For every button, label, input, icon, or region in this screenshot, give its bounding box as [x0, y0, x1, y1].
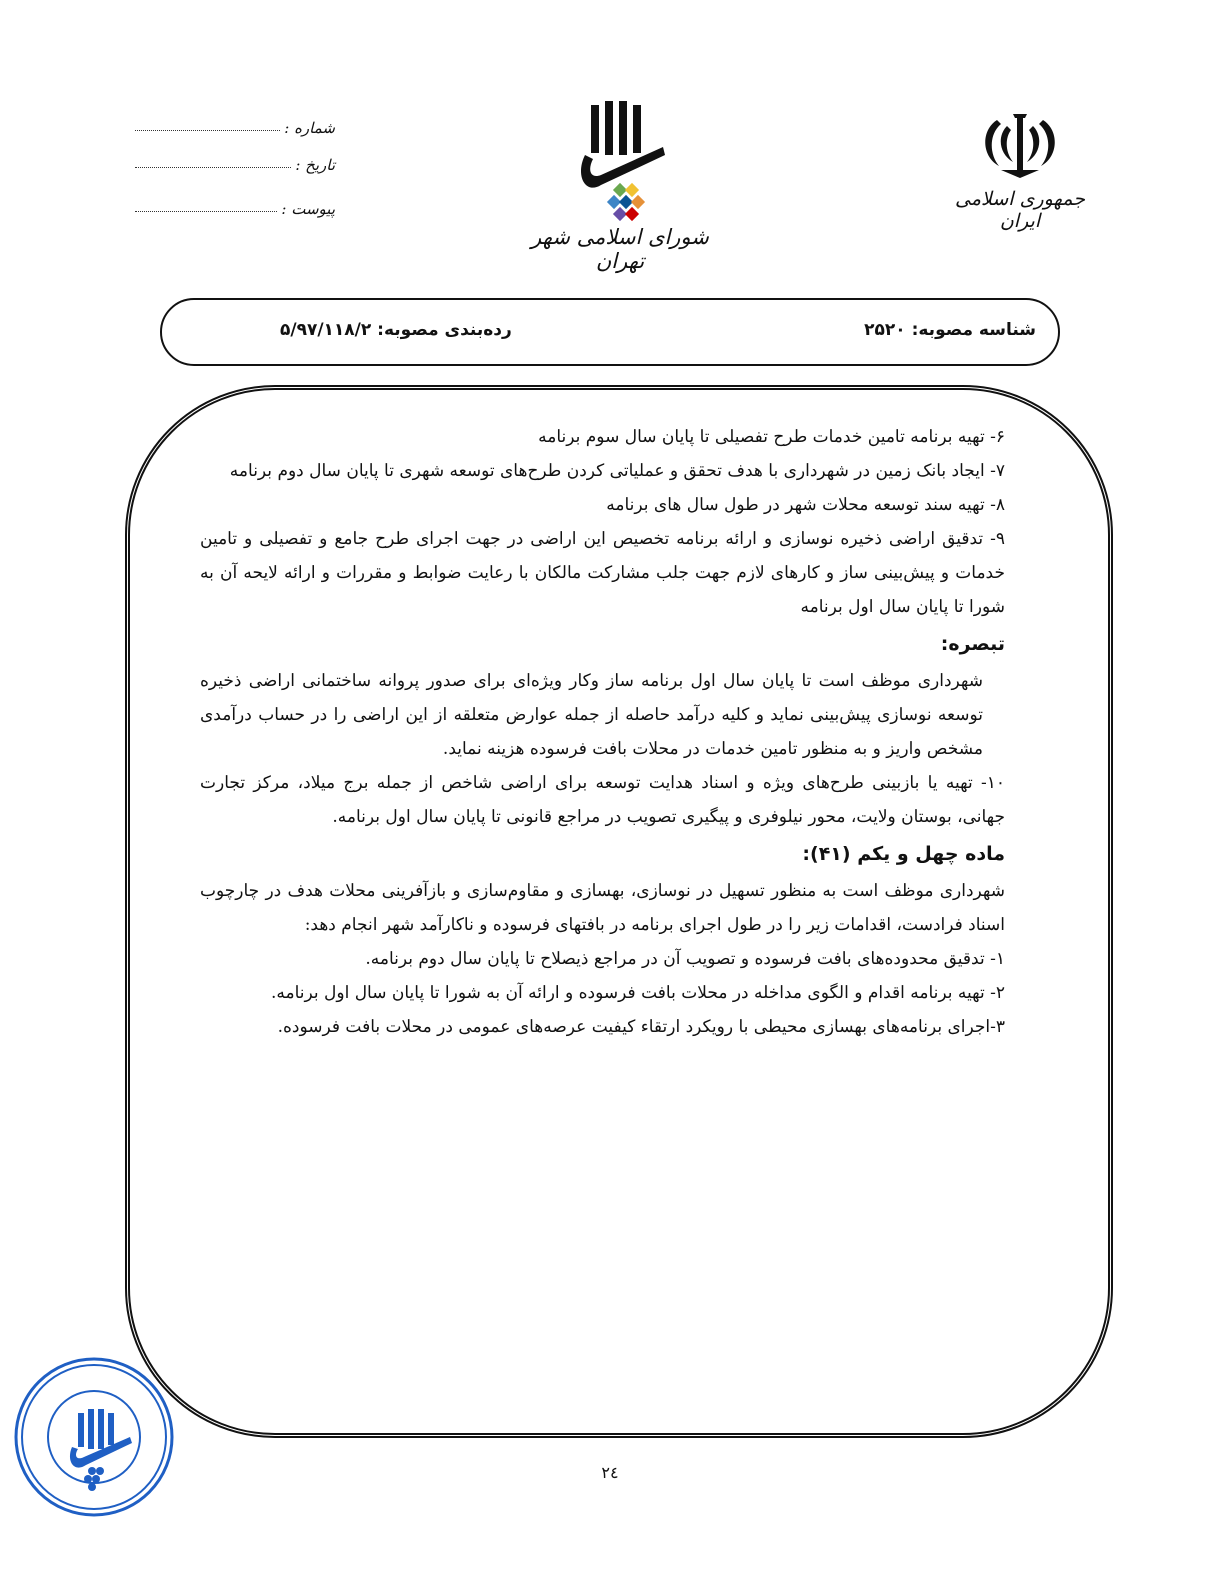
date-field[interactable]	[135, 152, 335, 174]
list-item: ۶- تهیه برنامه تامین خدمات طرح تفصیلی تا پایان سال سوم برنامه	[538, 427, 1005, 447]
list-item: ۱- تدقیق محدوده‌های بافت فرسوده و تصویب آن در مراجع ذیصلاح تا پایان سال دوم برنامه.	[365, 949, 1005, 969]
approval-id: شناسه مصوبه: ۲۵۲۰	[864, 320, 1036, 340]
page-number: ۲٤	[601, 1463, 619, 1482]
emblem-caption: جمهوری اسلامی ایران	[955, 188, 1085, 232]
approval-classification: رده‌بندی مصوبه: ۵/۹۷/۱۱۸/۲	[280, 320, 512, 340]
list-item: ۱۰- تهیه یا بازبینی طرح‌های ویژه و اسناد هدایت توسعه برای اراضی شاخص از جمله برج میلاد، مرکز تجارت جهانی، بوستان ولایت، محور نیلوفری و پیگیری تصویب در مراجع قانونی تا پایان سال اول برنامه.	[200, 773, 1005, 827]
list-item: ۸- تهیه سند توسعه محلات شهر در طول سال های برنامه	[606, 495, 1005, 515]
document-body	[200, 420, 1005, 1044]
note-text: شهرداری موظف است تا پایان سال اول برنامه ساز وکار ویژه‌ای برای صدور پروانه ساختمانی اراضی ذخیره توسعه نوسازی پیش‌بینی نماید و کلیه درآمد حاصله از جمله عوارض متعلقه از این اراضی را در حساب درآمدی مشخص واریز و به منظور تامین خدمات در محلات بافت فرسوده هزینه نماید.	[200, 671, 983, 759]
attachment-label: پیوست :	[281, 200, 335, 218]
attachment-dots	[135, 210, 277, 212]
number-dots	[135, 129, 280, 131]
number-label: شماره :	[284, 119, 335, 137]
council-caption: شورای اسلامی شهر تهران	[531, 225, 709, 273]
number-field[interactable]	[135, 115, 335, 137]
council-stamp	[12, 1355, 177, 1520]
list-item: ۳-اجرای برنامه‌های بهسازی محیطی با رویکرد ارتقاء کیفیت عرصه‌های عمومی در محلات بافت فرسوده.	[277, 1017, 1005, 1037]
date-label: تاریخ :	[295, 156, 335, 174]
approval-header-box	[160, 298, 1060, 366]
date-dots	[135, 166, 291, 168]
iran-emblem-logo	[975, 108, 1065, 188]
article-intro: شهرداری موظف است به منظور تسهیل در نوسازی، بهسازی و مقاوم‌سازی و بازآفرینی محلات هدف در چارچوب اسناد فرادست، اقدامات زیر را در طول اجرای برنامه در بافتهای فرسوده و ناکارآمد شهر انجام دهد:	[200, 881, 1005, 935]
list-item: ۷- ایجاد بانک زمین در شهرداری با هدف تحقق و عملیاتی کردن طرح‌های توسعه شهری تا پایان سال دوم برنامه	[229, 461, 1005, 481]
list-item: ۲- تهیه برنامه اقدام و الگوی مداخله در محلات بافت فرسوده و ارائه آن به شورا تا پایان سال اول برنامه.	[270, 983, 1005, 1003]
list-item: ۹- تدقیق اراضی ذخیره نوسازی و ارائه برنامه تخصیص این اراضی در جهت اجرای طرح جامع و تفصیلی و تامین خدمات و پیش‌بینی ساز و کارهای لازم جهت جلب مشارکت مالکان با رعایت ضوابط و مقررات و ارائه لایحه آن به شورا تا پایان سال اول برنامه	[200, 529, 1005, 617]
note-heading: تبصره:	[940, 633, 1005, 655]
article-heading: ماده چهل و یکم (۴۱):	[802, 843, 1005, 865]
tehran-council-logo	[555, 95, 685, 235]
attachment-field[interactable]	[135, 196, 335, 218]
